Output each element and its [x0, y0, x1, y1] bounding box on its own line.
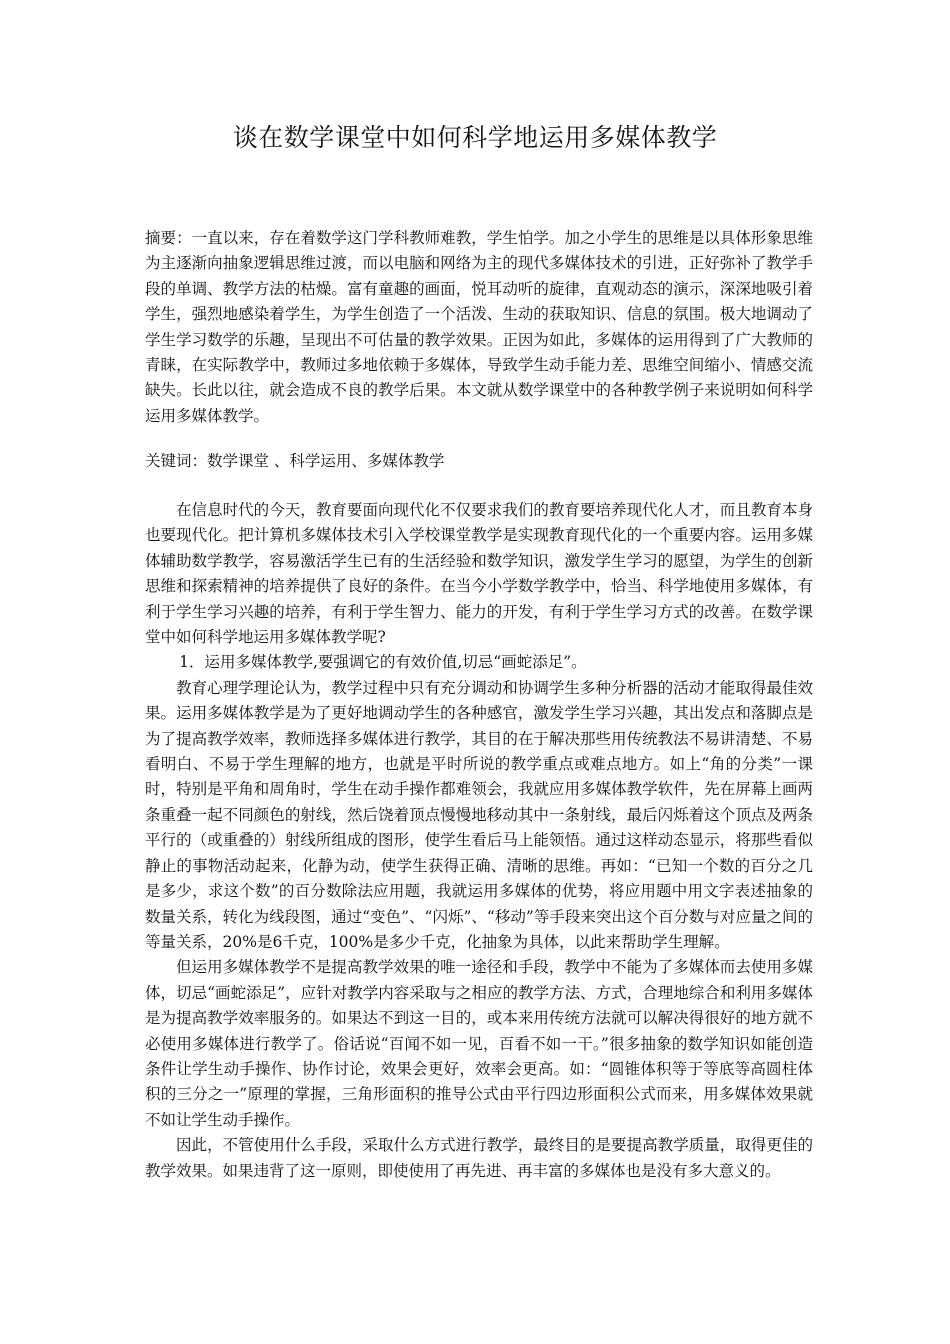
body-paragraph: 在信息时代的今天，教育要面向现代化不仅要求我们的教育要培养现代化人才，而且教育本身也要现代化。把计算机多媒体技术引入学校课堂教学是实现教育现代化的一个重要内容。运用多媒体辅助数学教学，容易激活学生已有的生活经验和数学知识，激发学生学习的愿望，为学生的创新思维和探索精神的培养提供了良好的条件。在当今小学数学教学中，恰当、科学地使用多媒体，有利于学生学习兴趣的培养，有利于学生智力、能力的开发，有利于学生学习方式的改善。在数学课堂中如何科学地运用多媒体教学呢? [145, 501, 813, 647]
document-title: 谈在数学课堂中如何科学地运用多媒体教学 [232, 123, 718, 152]
section-heading: 1．运用多媒体教学,要强调它的有效价值,切忌“画蛇添足”。 [179, 653, 587, 672]
keywords-text: 关键词：数学课堂 、科学运用、多媒体教学 [145, 452, 445, 470]
abstract-text: 摘要：一直以来，存在着数学这门学科教师难教，学生怕学。加之小学生的思维是以具体形象思维为主逐渐向抽象逻辑思维过渡，而以电脑和网络为主的现代多媒体技术的引进，正好弥补了教学手段的单调、教学方法的枯燥。富有童趣的画面，悦耳动听的旋律，直观动态的演示，深深地吸引着学生，强烈地感染着学生，为学生创造了一个活泼、生动的获取知识、信息的氛围。极大地调动了学生学习数学的乐趣，呈现出不可估量的教学效果。正因为如此，多媒体的运用得到了广大教师的青睐，在实际教学中，教师过多地依赖于多媒体，导致学生动手能力差、思维空间缩小、情感交流缺失。长此以往，就会造成不良的教学后果。本文就从数学课堂中的各种教学例子来说明如何科学运用多媒体教学。 [145, 229, 813, 425]
body-paragraph: 因此，不管使用什么手段，采取什么方式进行教学，最终目的是要提高教学质量，取得更佳的教学效果。如果违背了这一原则，即使使用了再先进、再丰富的多媒体也是没有多大意义的。 [145, 1136, 813, 1180]
body-paragraph: 教育心理学理论认为，教学过程中只有充分调动和协调学生多种分析器的活动才能取得最佳效果。运用多媒体教学是为了更好地调动学生的各种感官，激发学生学习兴趣，其出发点和落脚点是为了提高教学效率，教师选择多媒体进行教学，其目的在于解决那些用传统教法不易讲清楚、不易看明白、不易于学生理解的地方，也就是平时所说的教学重点或难点地方。如上“角的分类”一课时，特别是平角和周角时，学生在动手操作都难领会，我就应用多媒体教学软件，先在屏幕上画两条重叠一起不同颜色的射线，然后饶着顶点慢慢地移动其中一条射线，最后闪烁着这个顶点及两条平行的（或重叠的）射线所组成的图形，使学生看后马上能领悟。通过这样动态显示，将那些看似静止的事物活动起来，化静为动，使学生获得正确、清晰的思维。再如：“已知一个数的百分之几是多少，求这个数”的百分数除法应用题，我就运用多媒体的优势，将应用题中用文字表述抽象的数量关系，转化为线段图，通过“变色”、“闪烁”、“移动”等手段来突出这个百分数与对应量之间的等量关系，20%是6千克，100%是多少千克，化抽象为具体，以此来帮助学生理解。 [145, 678, 813, 951]
keywords-section [145, 449, 813, 474]
abstract-section [145, 226, 813, 429]
main-body [145, 498, 813, 1184]
body-paragraph: 但运用多媒体教学不是提高教学效果的唯一途径和手段，教学中不能为了多媒体而去使用多媒体，切忌“画蛇添足”，应针对教学内容采取与之相应的教学方法、方式，合理地综合和利用多媒体是为提高教学效率服务的。如果达不到这一目的，或本来用传统方法就可以解决得很好的地方就不必使用多媒体进行教学了。俗话说“百闻不如一见，百看不如一干。”很多抽象的数学知识如能创造条件让学生动手操作、协作讨论，效果会更好，效率会更高。如：“圆锥体积等于等底等高圆柱体积的三分之一”原理的掌握，三角形面积的推导公式由平行四边形面积公式而来，用多媒体效果就不如让学生动手操作。 [145, 958, 813, 1129]
